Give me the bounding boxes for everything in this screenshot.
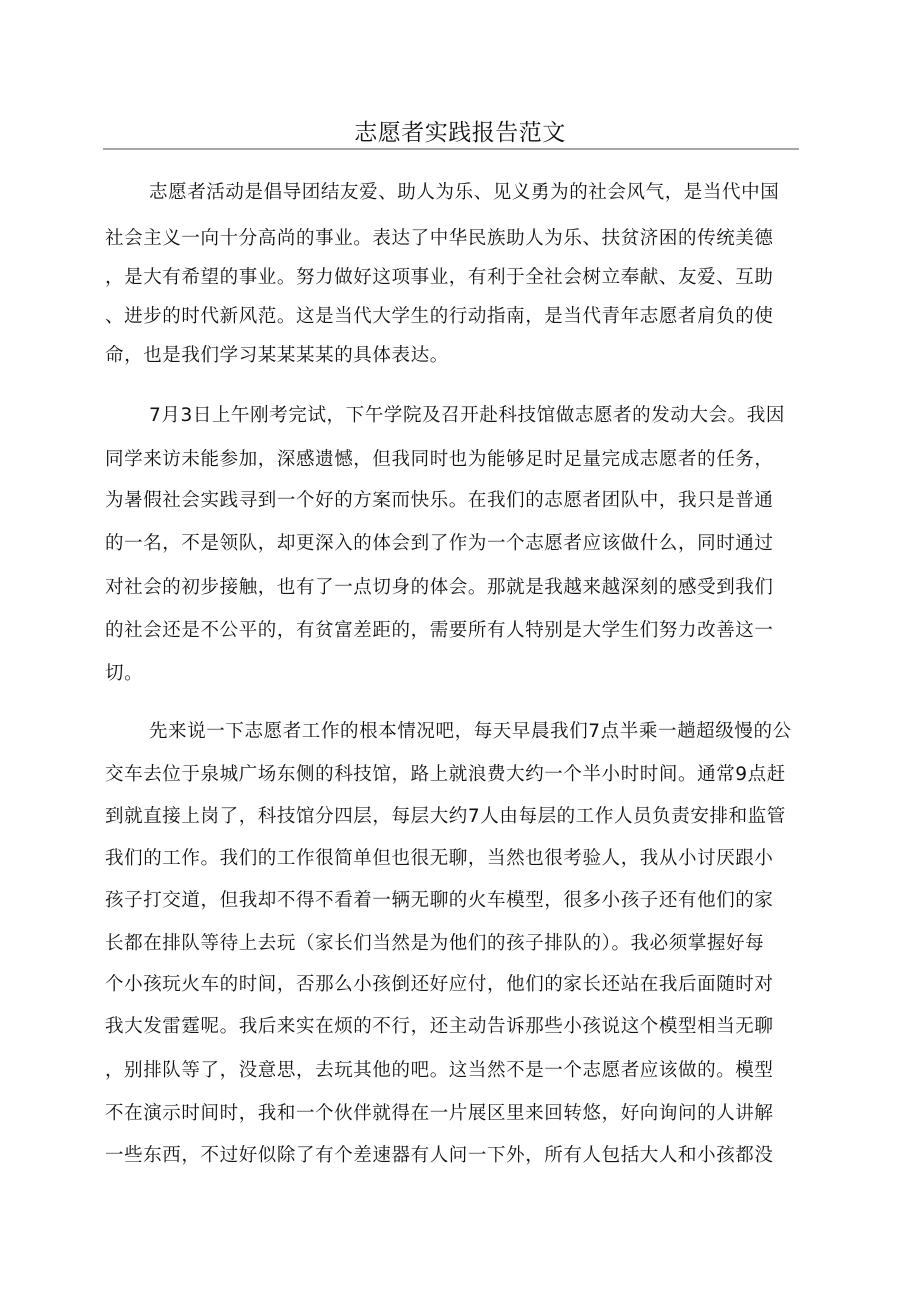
paragraph-2-line: 为暑假社会实践寻到一个好的方案而快乐。在我们的志愿者团队中，我只是普通 <box>105 490 774 511</box>
paragraph-2-line: 的社会还是不公平的，有贫富差距的，需要所有人特别是大学生们努力改善这一 <box>105 620 774 641</box>
paragraph-3-line: 我们的工作。我们的工作很简单但也很无聊，当然也很考验人，我从小讨厌跟小 <box>105 848 774 869</box>
paragraph-2-line: 对社会的初步接触，也有了一点切身的体会。那就是我越来越深刻的感受到我们 <box>105 577 774 598</box>
paragraph-1-line: 命，也是我们学习某某某某的具体表达。 <box>105 345 449 366</box>
document-title: 志愿者实践报告范文 <box>354 120 566 146</box>
paragraph-3-line: 一些东西，不过好似除了有个差速器有人问一下外，所有人包括大人和小孩都没 <box>105 1145 774 1166</box>
paragraph-3-line: 孩子打交道，但我却不得不看着一辆无聊的火车模型，很多小孩子还有他们的家 <box>105 890 774 911</box>
title-divider <box>103 148 799 150</box>
paragraph-3-line: 不在演示时间时，我和一个伙伴就得在一片展区里来回转悠，好向询问的人讲解 <box>105 1103 774 1124</box>
paragraph-2-line: 的一名，不是领队，却更深入的体会到了作为一个志愿者应该做什么，同时通过 <box>105 533 774 554</box>
paragraph-2-line: 同学来访未能参加，深感遗憾，但我同时也为能够足时足量完成志愿者的任务， <box>105 449 774 470</box>
paragraph-1-line: 社会主义一向十分高尚的事业。表达了中华民族助人为乐、扶贫济困的传统美德 <box>105 228 774 249</box>
paragraph-3-line: 先来说一下志愿者工作的根本情况吧，每天早晨我们7点半乘一趟超级慢的公 <box>149 721 792 742</box>
paragraph-3-line: 交车去位于泉城广场东侧的科技馆，路上就浪费大约一个半小时时间。通常9点赶 <box>105 764 786 785</box>
paragraph-2-line: 7月3日上午刚考完试，下午学院及召开赴科技馆做志愿者的发动大会。我因 <box>149 405 785 426</box>
paragraph-3-line: 长都在排队等待上去玩（家长们当然是为他们的孩子排队的）。我必须掌握好每 <box>105 933 765 954</box>
paragraph-1-line: 、进步的时代新风范。这是当代大学生的行动指南，是当代青年志愿者肩负的使 <box>105 306 774 327</box>
paragraph-3-line: 我大发雷霆呢。我后来实在烦的不行，还主动告诉那些小孩说这个模型相当无聊 <box>105 1016 774 1037</box>
paragraph-3-line: 个小孩玩火车的时间，否那么小孩倒还好应付，他们的家长还站在我后面随时对 <box>105 974 774 995</box>
paragraph-3-line: 到就直接上岗了，科技馆分四层，每层大约7人由每层的工作人员负责安排和监管 <box>105 806 786 827</box>
paragraph-3-line: ，别排队等了，没意思，去玩其他的吧。这当然不是一个志愿者应该做的。模型 <box>105 1060 774 1081</box>
paragraph-1-line: ，是大有希望的事业。努力做好这项事业，有利于全社会树立奉献、友爱、互助 <box>105 267 774 288</box>
paragraph-2-line: 切。 <box>105 663 144 684</box>
paragraph-1-line: 志愿者活动是倡导团结友爱、助人为乐、见义勇为的社会风气，是当代中国 <box>149 182 780 203</box>
